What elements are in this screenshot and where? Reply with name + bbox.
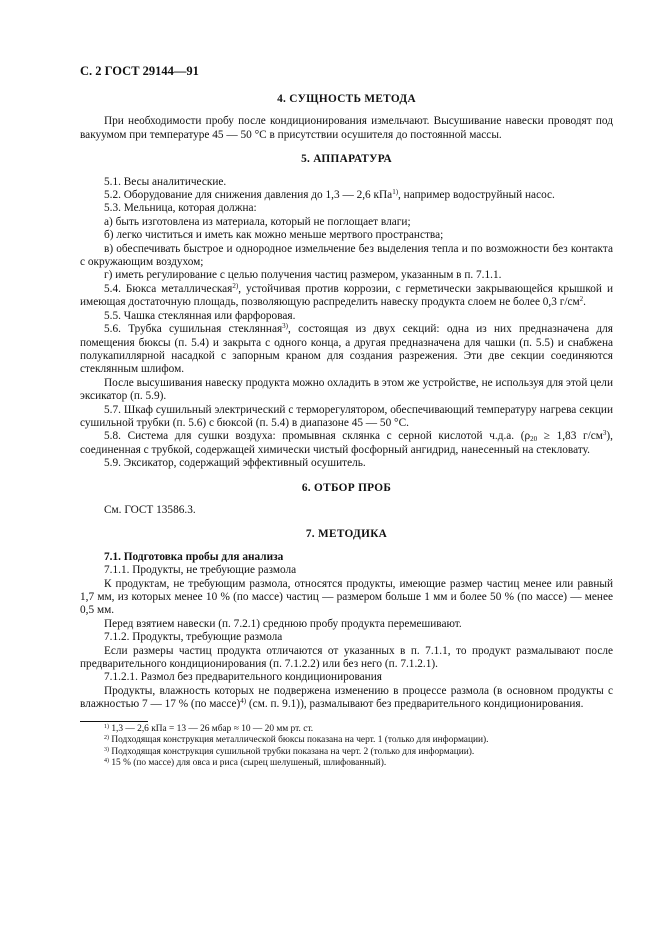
para-5-3: 5.3. Мельница, которая должна: <box>104 202 257 215</box>
footnote-text: Подходящая конструкция сушильной трубки показана на черт. 2 (только для информации). <box>111 746 475 757</box>
para-5-6-text: 5.6. Трубка сушильная стеклянная <box>104 323 283 336</box>
para-5-2-text: 5.2. Оборудование для снижения давления до 1,3 — 2,6 кПа <box>104 189 393 202</box>
para-5-5: 5.5. Чашка стеклянная или фарфоровая. <box>104 309 296 322</box>
footnote-text: 1,3 — 2,6 кПа = 13 — 26 мбар ≈ 10 — 20 мм рт. ст. <box>111 723 314 734</box>
footnote-text: Подходящая конструкция металлической бюксы показана на черт. 1 (только для информации). <box>111 735 489 746</box>
para-5-8 <box>80 430 613 457</box>
footnote-mark: 3) <box>104 746 109 753</box>
subsection-7-1-title: 7.1. Подготовка пробы для анализа <box>104 550 284 563</box>
para-5-6-text-end: , состоящая из двух секций: одна из них предназначена для помещения бюксы (п. 5.4) и закрыта с одного конца, а другая предназначена для чашки (п. 5.5) и снабжена полукапиллярной насадкой с запорным краном для создания разрежения. Эти две секции соединяются стеклянным шлифом. <box>80 323 613 376</box>
para-5-7: 5.7. Шкаф сушильный электрический с терморегулятором, обеспечивающий температуру нагрева секции сушильной трубки (п. 5.6) с бюксой (п. 5.4) в диапазоне 45 — 50 °С. <box>80 403 613 429</box>
para-7-1-1: 7.1.1. Продукты, не требующие размола <box>104 564 297 577</box>
para-5-3-a: а) быть изготовлена из материала, который не поглощает влаги; <box>104 215 411 228</box>
density-subscript: 20 <box>530 435 538 444</box>
para-7-1-2: 7.1.2. Продукты, требующие размола <box>104 631 283 644</box>
section-7-title: 7. МЕТОДИКА <box>305 528 388 541</box>
para-5-3-d: г) иметь регулирование с целью получения частиц размером, указанным в п. 7.1.1. <box>104 269 502 282</box>
para-5-4 <box>80 283 613 310</box>
para-5-6 <box>80 323 613 377</box>
footnote-3 <box>80 747 613 759</box>
footnote-ref-2: 2) <box>232 281 239 290</box>
para-7-1-1-b: Перед взятием навески (п. 7.2.1) среднюю пробу продукта перемешивают. <box>104 617 462 630</box>
para-5-4-text-end: . <box>583 296 586 309</box>
para-5-2 <box>80 189 613 202</box>
page-content <box>80 93 613 770</box>
para-7-1-2-1: 7.1.2.1. Размол без предварительного кондиционирования <box>104 671 382 684</box>
para-7-1-1-a: К продуктам, не требующим размола, относятся продукты, имеющие размер частиц менее или равный 1,7 мм, из которых менее 10 % (по массе) частиц — размером больше 1 мм и более 50 % (по массе) — менее 0,5 мм. <box>80 577 613 617</box>
footnote-divider <box>80 721 148 722</box>
section-4-title: 4. СУЩНОСТЬ МЕТОДА <box>277 93 416 105</box>
section-4-text: При необходимости пробу после кондиционирования измельчают. Высушивание навески проводят под вакуумом при температуре 45 — 50 °С в присутствии осушителя до постоянной массы. <box>80 115 613 141</box>
footnote-ref-1: 1) <box>392 188 399 197</box>
footnote-ref-3: 3) <box>282 322 288 331</box>
footnote-mark: 1) <box>104 723 109 730</box>
page-header: С. 2 ГОСТ 29144—91 <box>80 64 199 78</box>
para-5-9: 5.9. Эксикатор, содержащий эффективный осушитель. <box>104 457 366 470</box>
footnote-4 <box>80 758 613 770</box>
footnote-ref-4: 4) <box>240 697 247 706</box>
footnote-1 <box>80 724 613 736</box>
para-5-8-text-end: ), соединенная с трубкой, содержащей химически чистый фосфорный ангидрид, нанесенный на стекловату. <box>80 430 613 456</box>
para-7-1-2-1-a <box>80 685 613 712</box>
footnote-mark: 2) <box>104 735 109 742</box>
para-7-1-2-1-text: Продукты, влажность которых не подвержена изменению в процессе размола (в основном продукты с влажностью 7 — 17 % (по массе) <box>80 684 613 711</box>
para-5-1: 5.1. Весы аналитические. <box>104 175 227 188</box>
para-7-1-2-a: Если размеры частиц продукта отличаются от указанных в п. 7.1.1, то продукт размалывают после предварительного кондиционирования (п. 7.1.2.2) или без него (п. 7.1.2.1). <box>80 644 613 671</box>
para-5-2-text-end: , например водоструйный насос. <box>398 189 555 202</box>
para-5-4-text-mid: , устойчивая против коррозии, с герметически закрывающейся крышкой и имеющая достаточную площадь, позволяющую распределить навеску продукта слоем не более 0,3 г/см <box>80 282 613 309</box>
para-5-8-text-mid: ≥ 1,83 г/см <box>537 430 603 443</box>
footnote-2 <box>80 735 613 747</box>
footnote-mark: 4) <box>104 758 109 765</box>
para-5-6-cont: После высушивания навеску продукта можно охладить в этом же устройстве, не используя для этой цели эксикатор (п. 5.9). <box>80 376 613 403</box>
para-5-8-text: 5.8. Система для сушки воздуха: промывная склянка с серной кислотой ч.д.а. (ρ <box>104 430 531 443</box>
section-5-title: 5. АППАРАТУРА <box>301 153 392 166</box>
para-5-3-c: в) обеспечивать быстрое и однородное измельчение без выделения тепла и по возможности без контакта с окружающим воздухом; <box>80 242 613 269</box>
unit-exponent-3: 3 <box>602 429 607 438</box>
para-7-1-2-1-text-end: (см. п. 9.1)), размалывают без предварительного кондиционирования. <box>246 698 584 711</box>
para-5-4-text: 5.4. Бюкса металлическая <box>104 282 233 295</box>
para-5-3-b: б) легко чиститься и иметь как можно меньше мертвого пространства; <box>104 229 444 242</box>
unit-exponent: 2 <box>579 295 584 304</box>
section-6-title: 6. ОТБОР ПРОБ <box>301 481 392 494</box>
section-6-text: См. ГОСТ 13586.3. <box>104 503 196 516</box>
footnote-text: 15 % (по массе) для овса и риса (сырец шелушеный, шлифованный). <box>111 758 387 769</box>
